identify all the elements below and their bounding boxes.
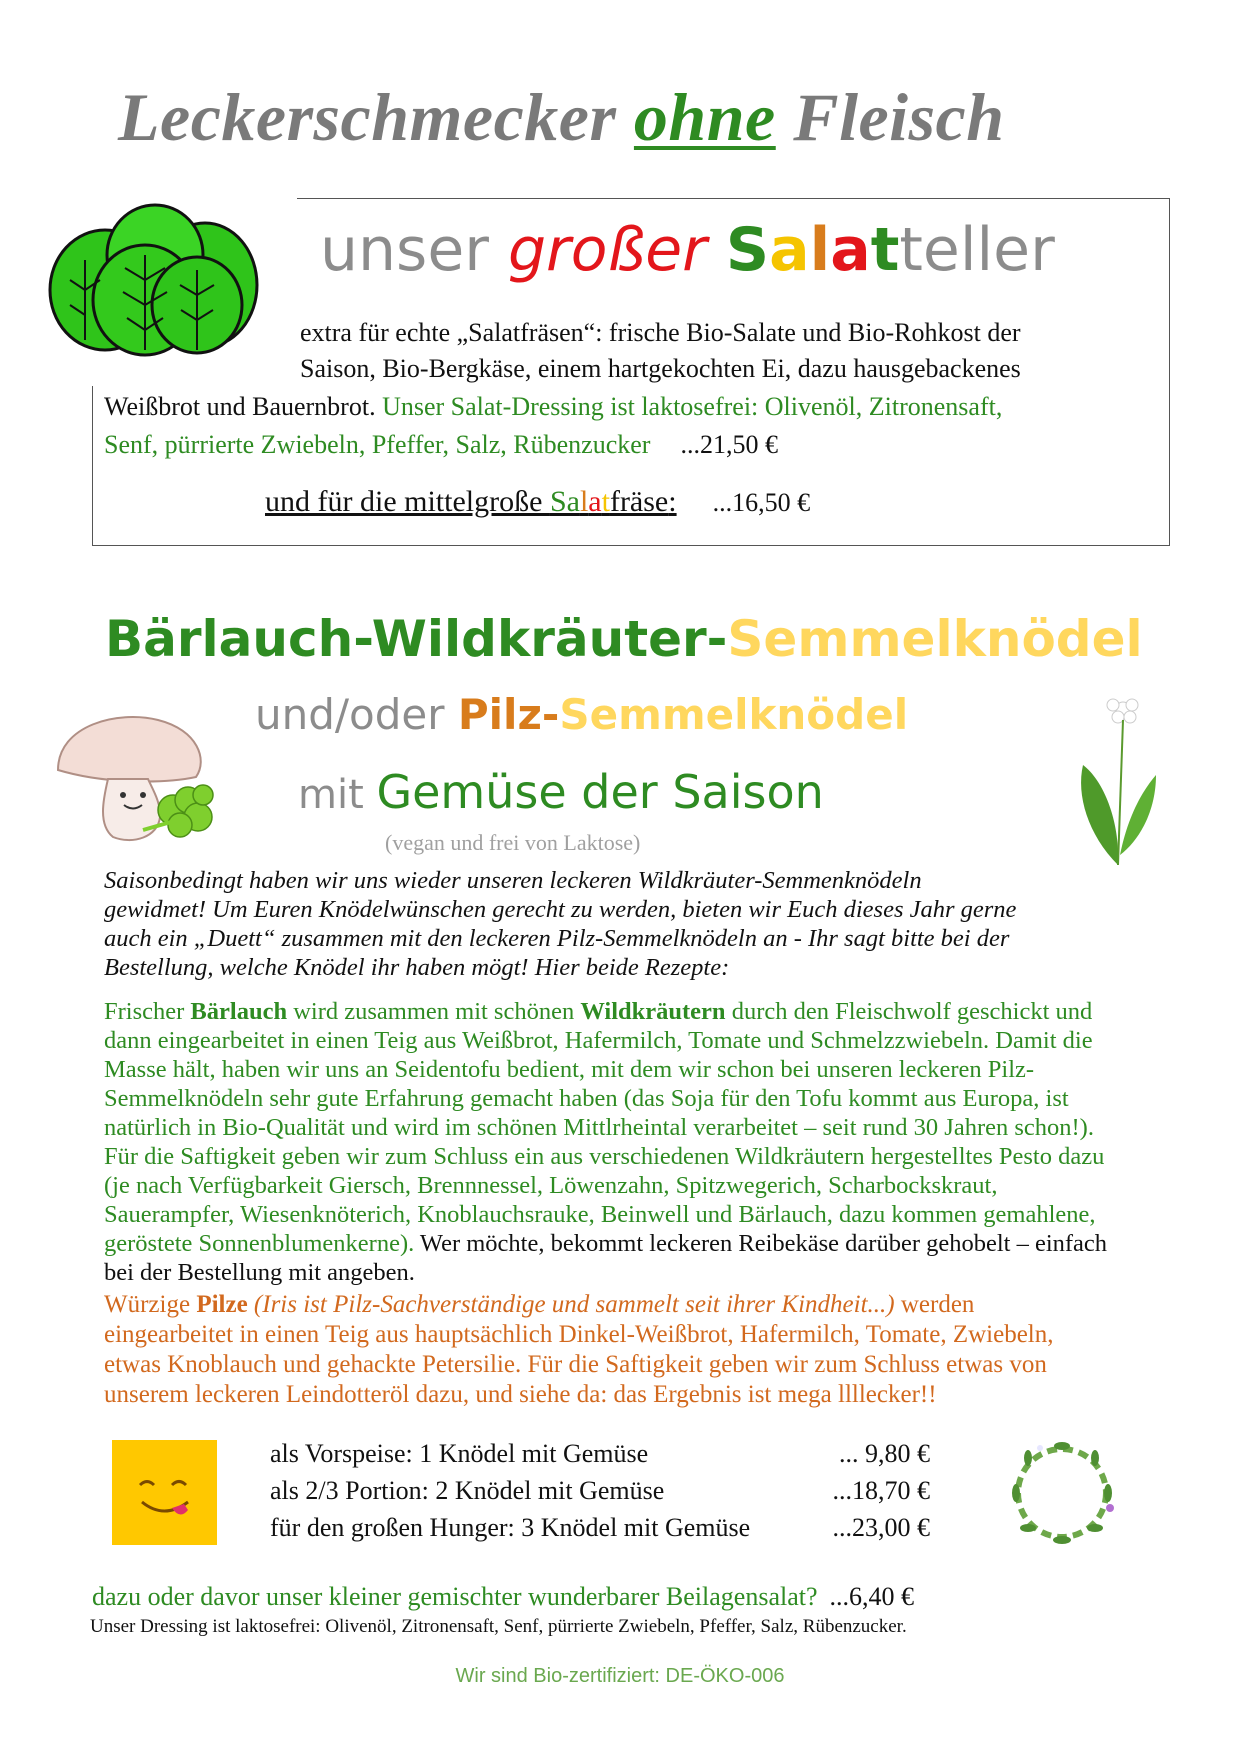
salad-desc-line-3 bbox=[104, 389, 1002, 425]
intro-line: Bestellung, welche Knödel ihr haben mögt! Hier beide Rezepte: bbox=[104, 954, 730, 981]
salad-medium-price: ...16,50 € bbox=[712, 488, 811, 517]
baerlauch-line-final: bei der Bestellung mit angeben. bbox=[104, 1259, 415, 1286]
price-label: als Vorspeise: 1 Knödel mit Gemüse bbox=[270, 1439, 649, 1468]
price-row bbox=[270, 1472, 930, 1509]
price-row bbox=[270, 1509, 930, 1546]
salad-large-price: ...21,50 € bbox=[680, 430, 778, 459]
knoedel-heading-3 bbox=[298, 765, 824, 819]
knoedel-heading-2 bbox=[255, 690, 908, 739]
baerlauch-line: Sauerampfer, Wiesenknöterich, Knoblauchsrauke, Beinwell und Bärlauch, dazu kommen gemahlene, bbox=[104, 1201, 1096, 1228]
intro-line: gewidmet! Um Euren Knödelwünschen gerecht zu werden, bieten wir Euch dieses Jahr gerne bbox=[104, 896, 1017, 923]
pilz-line: eingearbeitet in einen Teig aus hauptsächlich Dinkel-Weißbrot, Hafermilch, Tomate, Zwiebeln, bbox=[104, 1321, 1054, 1348]
side-salad-line bbox=[92, 1582, 914, 1612]
pilz-note: (Iris ist Pilz-Sachverständige und sammelt seit ihrer Kindheit...) bbox=[247, 1291, 895, 1318]
knoedel-price-list bbox=[270, 1435, 930, 1546]
colored-letter: teller bbox=[899, 215, 1055, 285]
salad-desc-line-1: extra für echte „Salatfräsen“: frische Bio-Salate und Bio-Rohkost der bbox=[300, 318, 1021, 347]
colored-letter: t bbox=[870, 215, 900, 285]
intro-line: auch ein „Duett“ zusammen mit den leckeren Pilz-Semmelknödeln an - Ihr sagt bitte bei der bbox=[104, 925, 1010, 952]
knoedel-heading-3a: mit bbox=[298, 772, 377, 818]
price-label: für den großen Hunger: 3 Knödel mit Gemüse bbox=[270, 1513, 751, 1542]
mushroom-icon bbox=[48, 705, 218, 845]
lettuce-icon bbox=[45, 200, 260, 360]
colored-letter: fräse bbox=[609, 485, 669, 518]
title-accent: ohne bbox=[633, 79, 776, 155]
colored-letter: a bbox=[830, 215, 871, 285]
colored-letter: l bbox=[809, 215, 831, 285]
salad-heading-word-2: großer bbox=[507, 215, 707, 285]
salad-desc-line-2: Saison, Bio-Bergkäse, einem hartgekochten Ei, dazu hausgebackenes bbox=[300, 354, 1021, 383]
pilze-bold: Pilze bbox=[196, 1291, 248, 1318]
salad-dressing-text: Unser Salat-Dressing ist laktosefrei: Olivenöl, Zitronensaft, bbox=[382, 392, 1003, 421]
wild-garlic-icon bbox=[1068, 695, 1158, 870]
knoedel-heading-1b: Semmelknödel bbox=[727, 610, 1143, 668]
price-value: ...18,70 € bbox=[832, 1476, 930, 1505]
knoedel-heading-2a: und/oder bbox=[255, 690, 458, 739]
baerlauch-line: Für die Saftigkeit geben wir zum Schluss ein aus verschiedenen Wildkräutern hergestelltes Pesto dazu bbox=[104, 1143, 1105, 1170]
page-title bbox=[118, 78, 1005, 157]
title-text-2: Fleisch bbox=[775, 79, 1005, 155]
dressing-note: Unser Dressing ist laktosefrei: Olivenöl, Zitronensaft, Senf, pürrierte Zwiebeln, Pfeffer, Salz, Rübenzucker. bbox=[90, 1616, 907, 1637]
colored-letter: a bbox=[769, 215, 810, 285]
salad-desc-bread: Weißbrot und Bauernbrot. bbox=[104, 392, 383, 421]
price-label: als 2/3 Portion: 2 Knödel mit Gemüse bbox=[270, 1476, 665, 1505]
colored-letter: l bbox=[579, 485, 589, 518]
baerlauch-recipe bbox=[104, 997, 1107, 1287]
baerlauch-bold: Bärlauch bbox=[190, 998, 288, 1025]
salad-heading bbox=[320, 215, 1055, 285]
title-text-1: Leckerschmecker bbox=[118, 79, 634, 155]
salad-desc-line-4 bbox=[104, 427, 778, 463]
salad-heading-colored-word bbox=[726, 215, 1055, 285]
colored-letter: Sa bbox=[549, 485, 580, 518]
bio-certification-footer: Wir sind Bio-zertifiziert: DE-ÖKO-006 bbox=[455, 1665, 785, 1687]
salad-medium-label: und für die mittelgroße Salatfräse: bbox=[265, 485, 677, 518]
intro-line: Saisonbedingt haben wir uns wieder unseren leckeren Wildkräuter-Semmenknödeln bbox=[104, 867, 922, 894]
baerlauch-line: Semmelknödeln sehr gute Erfahrung gemacht haben (das Soja für den Tofu kommt aus Europa, ist bbox=[104, 1085, 1069, 1112]
pilz-line-1: Würzige Pilze (Iris ist Pilz-Sachverständige und sammelt seit ihrer Kindheit...) werden bbox=[104, 1291, 975, 1318]
herb-wreath-icon bbox=[1000, 1428, 1125, 1558]
baerlauch-line-1: Frischer Bärlauch wird zusammen mit schönen Wildkräutern durch den Fleischwolf geschickt und bbox=[104, 998, 1093, 1025]
baerlauch-line: dann eingearbeitet in einen Teig aus Weißbrot, Hafermilch, Tomate und Schmelzzwiebeln. Damit die bbox=[104, 1027, 1093, 1054]
knoedel-heading-3b: Gemüse der Saison bbox=[376, 765, 824, 819]
side-salad-price: ...6,40 € bbox=[829, 1582, 915, 1611]
yummy-smiley-icon bbox=[112, 1440, 217, 1545]
price-row bbox=[270, 1435, 930, 1472]
price-value: ...23,00 € bbox=[832, 1513, 930, 1542]
baerlauch-line: natürlich in Bio-Qualität und wird im schönen Mittlrheintal verarbeitet – seit rund 30 Jahren schon!). bbox=[104, 1114, 1094, 1141]
knoedel-heading-2b: Pilz- bbox=[457, 690, 560, 739]
colored-letter: S bbox=[725, 215, 770, 285]
pilz-recipe bbox=[104, 1290, 1054, 1410]
pilz-line: etwas Knoblauch und gehackte Petersilie. Für die Saftigkeit geben wir zum Schluss etwas von bbox=[104, 1351, 1047, 1378]
knoedel-heading-1a: Bärlauch-Wildkräuter- bbox=[105, 610, 728, 668]
baerlauch-line: (je nach Verfügbarkeit Giersch, Brennnessel, Löwenzahn, Spitzwegerich, Scharbockskraut, bbox=[104, 1172, 998, 1199]
wildkraeuter-bold: Wildkräutern bbox=[580, 998, 726, 1025]
side-salad-text: dazu oder davor unser kleiner gemischter wunderbarer Beilagensalat? bbox=[92, 1582, 818, 1611]
vegan-note: (vegan und frei von Laktose) bbox=[385, 830, 641, 855]
pilz-line: unserem leckeren Leindotteröl dazu, und siehe da: das Ergebnis ist mega llllecker!! bbox=[104, 1381, 937, 1408]
price-value: ... 9,80 € bbox=[839, 1439, 930, 1468]
knoedel-intro bbox=[104, 866, 1016, 982]
baerlauch-line: Masse hält, haben wir uns an Seidentofu bedient, mit dem wir schon bei unseren leckeren Pilz- bbox=[104, 1056, 1035, 1083]
colored-letter: t bbox=[601, 485, 610, 518]
colored-letter: a bbox=[588, 485, 602, 518]
baerlauch-line-last: geröstete Sonnenblumenkerne). Wer möchte, bekommt leckeren Reibekäse darüber gehobelt – einfach bbox=[104, 1230, 1108, 1257]
salad-heading-word-1: unser bbox=[320, 215, 508, 285]
knoedel-heading-1 bbox=[105, 610, 1143, 668]
knoedel-heading-2c: Semmelknödel bbox=[559, 690, 909, 739]
salad-dressing-text-2: Senf, pürrierte Zwiebeln, Pfeffer, Salz, Rübenzucker bbox=[104, 430, 651, 459]
salad-medium-line bbox=[265, 485, 810, 519]
